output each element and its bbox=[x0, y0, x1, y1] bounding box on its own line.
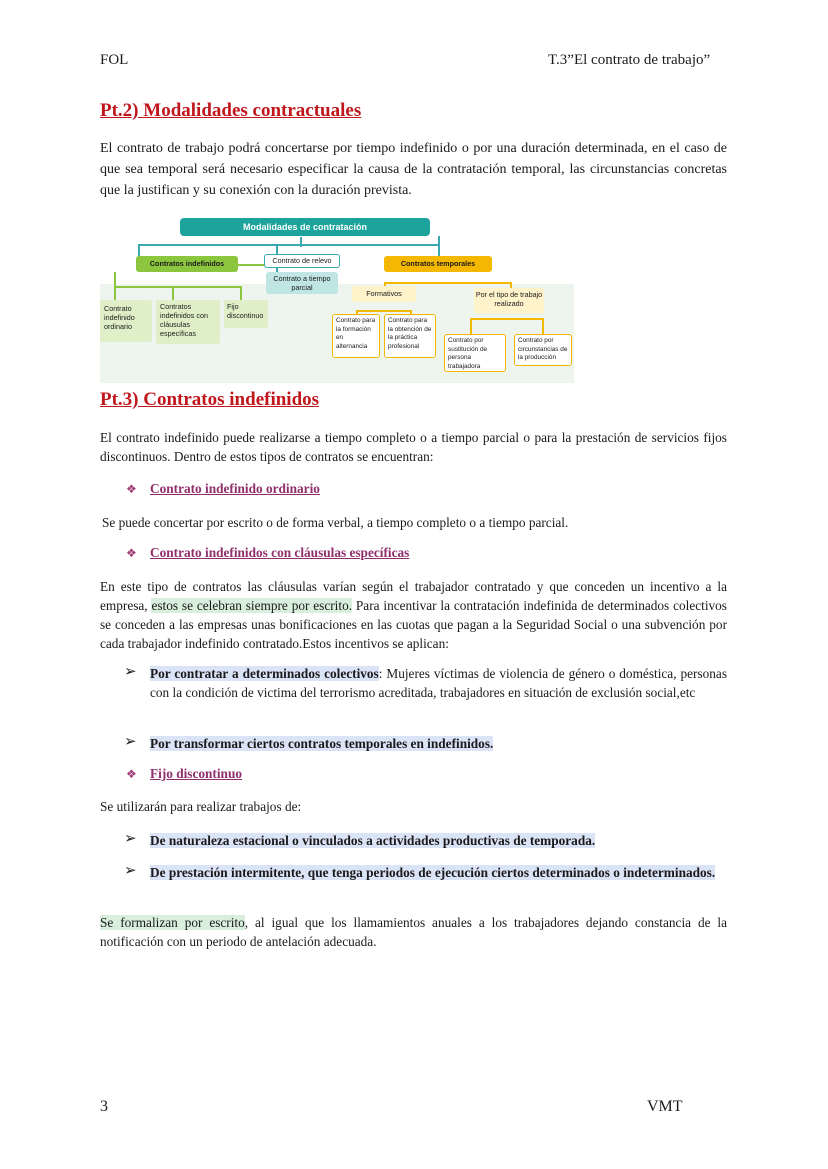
fijo-estacional bbox=[150, 831, 727, 850]
section-title-modalidades: Pt.2) Modalidades contractuales bbox=[100, 100, 362, 121]
header-subject: FOL bbox=[100, 52, 129, 68]
clausulas-text-part: Para incentivar la contratación indefinida de determinados colectivos se conceden a las empresas unas bonificaciones en las cuotas que pagan a la Seguridad Social o una subvención por cada trabajador indefinido contratado.Estos incentivos se aplican: bbox=[100, 598, 727, 651]
arrow-bullet-icon: ➢ bbox=[124, 863, 137, 879]
diagram-connector bbox=[542, 318, 544, 334]
diagram-root-box: Modalidades de contratación bbox=[180, 218, 430, 236]
incentive-transformar-label: Por transformar ciertos contratos temporales en indefinidos. bbox=[150, 736, 494, 751]
diagram-connector bbox=[384, 282, 510, 284]
closing-text: , al igual que los llamamientos anuales a los trabajadores dejando constancia de la notificación con un periodo de antelación adecuada. bbox=[100, 915, 727, 949]
fijo-intermitente-label: De prestación intermitente, que tenga periodos de ejecución ciertos determinados o indeterminados. bbox=[150, 865, 716, 880]
diagram-clausulas-box: Contratos indefinidos con cláusulas específicas bbox=[156, 300, 220, 344]
incentive-colectivos-label: Por contratar a determinados colectivos bbox=[150, 666, 379, 681]
diagram-por-tipo-box: Por el tipo de trabajo realizado bbox=[474, 288, 544, 314]
diagram-practica-box: Contrato para la obtención de la práctica profesional bbox=[384, 314, 436, 358]
diamond-bullet-icon: ❖ bbox=[126, 546, 137, 560]
diamond-bullet-icon: ❖ bbox=[126, 767, 137, 781]
diagram-connector bbox=[300, 237, 302, 247]
diagram-temporales-box: Contratos temporales bbox=[384, 256, 492, 272]
diagram-connector bbox=[470, 318, 472, 334]
section-paragraph-modalidades: El contrato de trabajo podrá concertarse por tiempo indefinido o por una duración determinada, en el caso de que sea temporal será necesario especificar la causa de la contratación temporal, las circunstancias concretas que la justifican y su conexión con la duración prevista. bbox=[100, 141, 727, 198]
fijo-intro: Se utilizarán para realizar trabajos de: bbox=[100, 799, 302, 814]
diagram-sustitucion-box: Contrato por sustitución de persona trabajadora bbox=[444, 334, 506, 372]
contract-types-diagram bbox=[100, 214, 574, 383]
diagram-indefinidos-box: Contratos indefinidos bbox=[136, 256, 238, 272]
subheading-ordinario: Contrato indefinido ordinario bbox=[150, 481, 320, 496]
diagram-relevo-box: Contrato de relevo bbox=[264, 254, 340, 268]
subheading-fijo: Fijo discontinuo bbox=[150, 766, 242, 781]
clausulas-text bbox=[100, 577, 727, 653]
ordinario-text: Se puede concertar por escrito o de forma verbal, a tiempo completo o a tiempo parcial. bbox=[102, 515, 569, 530]
diagram-connector bbox=[470, 318, 542, 320]
fijo-intermitente bbox=[150, 863, 727, 882]
diagram-connector bbox=[438, 236, 440, 258]
clausulas-text-part: En este tipo de contratos las cláusulas varían según el trabajador contratado y que conceden un incentivo a la empresa, bbox=[100, 579, 727, 613]
diagram-fijo-box: Fijo discontinuo bbox=[224, 300, 268, 328]
closing-paragraph bbox=[100, 913, 727, 951]
diagram-formativos-box: Formativos bbox=[352, 286, 416, 302]
closing-highlight: Se formalizan por escrito bbox=[100, 915, 245, 930]
section-title-indefinidos: Pt.3) Contratos indefinidos bbox=[100, 389, 320, 410]
arrow-bullet-icon: ➢ bbox=[124, 734, 137, 750]
arrow-bullet-icon: ➢ bbox=[124, 831, 137, 847]
incentive-colectivos bbox=[150, 664, 727, 702]
diagram-connector bbox=[356, 310, 412, 312]
diagram-tiempo-parcial-box: Contrato a tiempo parcial bbox=[266, 272, 338, 294]
diagram-connector bbox=[114, 286, 242, 288]
diagram-connector bbox=[240, 286, 242, 300]
header-topic: T.3”El contrato de trabajo” bbox=[548, 52, 711, 68]
section-intro-indefinidos: El contrato indefinido puede realizarse a tiempo completo o a tiempo parcial o para la prestación de servicios fijos discontinuos. Dentro de estos tipos de contratos se encuentran: bbox=[100, 430, 727, 464]
subheading-clausulas: Contrato indefinidos con cláusulas específicas bbox=[150, 545, 410, 560]
incentive-transformar bbox=[150, 734, 727, 753]
diagram-circunstancias-box: Contrato por circunstancias de la producción bbox=[514, 334, 572, 366]
fijo-estacional-label: De naturaleza estacional o vinculados a actividades productivas de temporada. bbox=[150, 833, 596, 848]
diagram-connector bbox=[172, 286, 174, 300]
clausulas-text-highlight: estos se celebran siempre por escrito. bbox=[151, 598, 353, 613]
arrow-bullet-icon: ➢ bbox=[124, 664, 137, 680]
diagram-ordinario-box: Contrato indefinido ordinario bbox=[100, 300, 152, 342]
diagram-connector bbox=[138, 244, 438, 246]
author-initials: VMT bbox=[647, 1098, 683, 1115]
page-number: 3 bbox=[100, 1098, 108, 1115]
diagram-formacion-box: Contrato para la formación en alternancia bbox=[332, 314, 380, 358]
diamond-bullet-icon: ❖ bbox=[126, 482, 137, 496]
incentive-colectivos-text: : Mujeres víctimas de violencia de género o doméstica, personas con la condición de victima del terrorismo acreditada, trabajadores en situación de exclusión social,etc bbox=[150, 666, 727, 700]
